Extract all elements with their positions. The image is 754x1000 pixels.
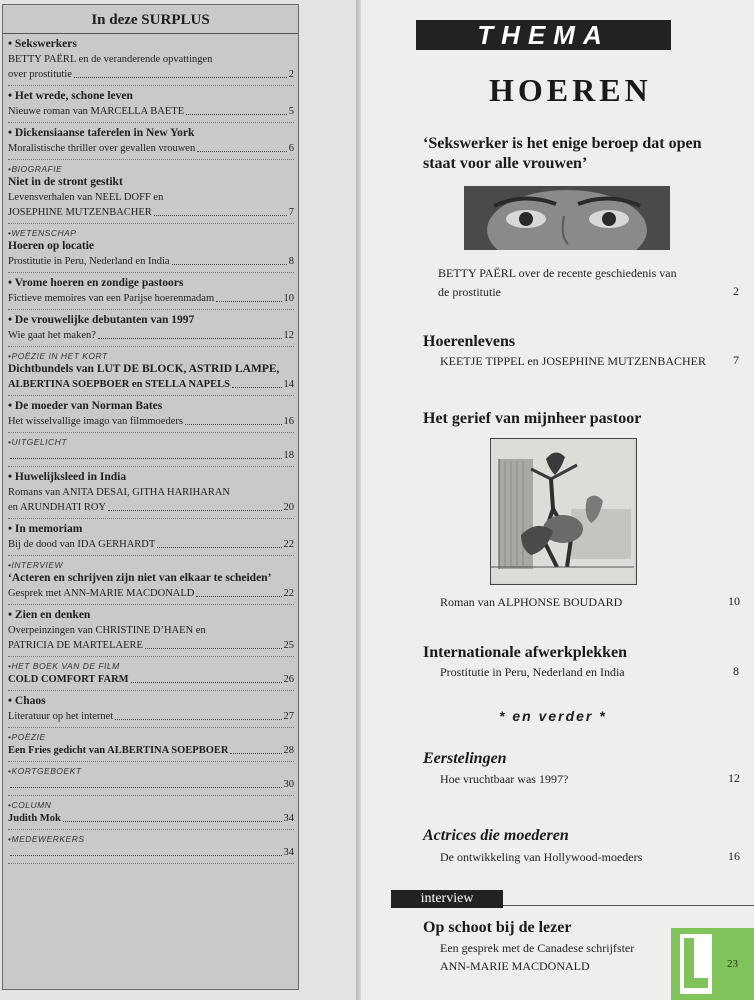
leader-dots bbox=[115, 719, 281, 720]
thema-bar: THEMA bbox=[416, 20, 671, 50]
folio-page-number: 23 bbox=[727, 958, 738, 970]
toc-title: • Vrome hoeren en zondige pastoors bbox=[8, 276, 294, 291]
toc-entry bbox=[8, 160, 294, 224]
toc-list bbox=[3, 34, 298, 864]
toc-line-text: Prostitutie in Peru, Nederland en India bbox=[8, 256, 170, 267]
leader-dots bbox=[216, 301, 281, 302]
toc-title: • Huwelijksleed in India bbox=[8, 470, 294, 485]
leader-dots bbox=[197, 151, 287, 152]
toc-category: • COLUMN bbox=[8, 800, 294, 811]
toc-line-text: Levensverhalen van NEEL DOFF en bbox=[8, 192, 164, 203]
toc-page-number: 8 bbox=[288, 256, 294, 267]
toc-line bbox=[8, 254, 294, 269]
leader-dots bbox=[232, 387, 282, 388]
toc-category: • UITGELICHT bbox=[8, 437, 294, 448]
toc-category: • BIOGRAFIE bbox=[8, 164, 294, 175]
toc-line-text: ALBERTINA SOEPBOER en STELLA NAPELS bbox=[8, 379, 230, 390]
toc-entry bbox=[8, 796, 294, 830]
toc-entry bbox=[8, 86, 294, 123]
subtitle-op-schoot-1: Een gesprek met de Canadese schrijfster bbox=[440, 941, 635, 955]
leader-dots bbox=[154, 215, 287, 216]
toc-entry bbox=[8, 657, 294, 691]
quote-line-2: staat voor alle vrouwen’ bbox=[423, 155, 588, 172]
toc-title: • In memoriam bbox=[8, 522, 294, 537]
leader-dots bbox=[74, 77, 287, 78]
toc-title: Hoeren op locatie bbox=[8, 240, 95, 252]
toc-line bbox=[8, 205, 294, 220]
heading-actrices: Actrices die moederen bbox=[423, 827, 569, 844]
page-number: 16 bbox=[728, 849, 740, 863]
toc-line bbox=[8, 485, 294, 500]
toc-line bbox=[8, 141, 294, 156]
toc-line-text: over prostitutie bbox=[8, 69, 72, 80]
toc-line bbox=[8, 586, 294, 601]
toc-line-text: Overpeinzingen van CHRISTINE D’HAEN en bbox=[8, 625, 206, 636]
toc-page-number: 22 bbox=[283, 588, 294, 599]
subtitle-hoerenlevens: KEETJE TIPPEL en JOSEPHINE MUTZENBACHER bbox=[440, 354, 706, 368]
quote-subtitle-2: de prostitutie bbox=[438, 285, 501, 299]
toc-line bbox=[8, 777, 294, 792]
interview-rule bbox=[503, 905, 754, 906]
toc-line bbox=[8, 377, 294, 392]
toc-entry bbox=[8, 830, 294, 864]
toc-line bbox=[8, 190, 294, 205]
toc-line bbox=[8, 672, 294, 687]
leader-dots bbox=[172, 264, 287, 265]
toc-line-text: Het wisselvallige imago van filmmoeders bbox=[8, 416, 183, 427]
toc-category: • POËZIE IN HET KORT bbox=[8, 351, 294, 362]
toc-line bbox=[8, 67, 294, 82]
engraving-illustration bbox=[490, 438, 637, 585]
toc-entry bbox=[8, 273, 294, 310]
toc-page-number: 16 bbox=[283, 416, 294, 427]
toc-line bbox=[8, 709, 294, 724]
toc-category: • INTERVIEW bbox=[8, 560, 294, 571]
toc-title: • Dickensiaanse taferelen in New York bbox=[8, 126, 294, 141]
interview-tag: interview bbox=[391, 890, 503, 908]
toc-line bbox=[8, 537, 294, 552]
leader-dots bbox=[10, 458, 282, 459]
toc-entry bbox=[8, 519, 294, 556]
toc-title: ‘Acteren en schrijven zijn niet van elkaar te scheiden’ bbox=[8, 572, 272, 584]
toc-title: • Zien en denken bbox=[8, 608, 294, 623]
toc-category: • HET BOEK VAN DE FILM bbox=[8, 661, 294, 672]
toc-entry bbox=[8, 34, 294, 86]
toc-title: Dichtbundels van LUT DE BLOCK, ASTRID LAMPE, bbox=[8, 363, 280, 375]
page-number: 10 bbox=[728, 594, 740, 608]
toc-line bbox=[8, 500, 294, 515]
toc-category: • POËZIE bbox=[8, 732, 294, 743]
page-number: 7 bbox=[733, 353, 739, 367]
toc-entry bbox=[8, 396, 294, 433]
leader-dots bbox=[131, 682, 282, 683]
toc-line bbox=[8, 414, 294, 429]
leader-dots bbox=[196, 596, 281, 597]
toc-page-number: 34 bbox=[283, 813, 294, 824]
toc-entry bbox=[8, 433, 294, 467]
toc-page-number: 6 bbox=[288, 143, 294, 154]
toc-line-text: Literatuur op het internet bbox=[8, 711, 114, 722]
leader-dots bbox=[157, 547, 281, 548]
toc-page-number: 2 bbox=[288, 69, 294, 80]
toc-entry bbox=[8, 728, 294, 762]
toc-page-number: 27 bbox=[283, 711, 294, 722]
toc-line bbox=[8, 291, 294, 306]
leader-dots bbox=[10, 787, 282, 788]
toc-line-text: Moralistische thriller over gevallen vrouwen bbox=[8, 143, 196, 154]
toc-line bbox=[8, 845, 294, 860]
leader-dots bbox=[63, 821, 282, 822]
toc-line-text: BETTY PAËRL en de veranderende opvattingen bbox=[8, 54, 213, 65]
toc-page-number: 18 bbox=[283, 450, 294, 461]
folio-logo-icon bbox=[680, 934, 712, 994]
toc-category: • KORTGEBOEKT bbox=[8, 766, 294, 777]
toc-title: Niet in de stront gestikt bbox=[8, 176, 123, 188]
heading-hoerenlevens: Hoerenlevens bbox=[423, 333, 516, 350]
toc-entry bbox=[8, 605, 294, 657]
subtitle-pastoor: Roman van ALPHONSE BOUDARD bbox=[440, 595, 623, 609]
toc-line-text: Romans van ANITA DESAI, GITHA HARIHARAN bbox=[8, 487, 230, 498]
toc-entry bbox=[8, 310, 294, 347]
heading-eerstelingen: Eerstelingen bbox=[423, 750, 507, 767]
toc-line-text: PATRICIA DE MARTELAERE bbox=[8, 640, 143, 651]
subtitle-eerstelingen: Hoe vruchtbaar was 1997? bbox=[440, 772, 569, 786]
toc-page-number: 12 bbox=[283, 330, 294, 341]
toc-line-text: COLD COMFORT FARM bbox=[8, 674, 129, 685]
toc-line-text: Bij de dood van IDA GERHARDT bbox=[8, 539, 156, 550]
theme-title: HOEREN bbox=[489, 72, 652, 108]
leader-dots bbox=[98, 338, 282, 339]
subtitle-actrices: De ontwikkeling van Hollywood-moeders bbox=[440, 850, 643, 864]
toc-box bbox=[2, 4, 299, 990]
right-page bbox=[361, 0, 754, 1000]
page-number: 12 bbox=[728, 771, 740, 785]
en-verder-divider: * en verder * bbox=[499, 708, 607, 724]
toc-page-number: 20 bbox=[283, 502, 294, 513]
toc-line bbox=[8, 811, 294, 826]
toc-entry bbox=[8, 762, 294, 796]
toc-entry bbox=[8, 224, 294, 273]
toc-page-number: 5 bbox=[288, 106, 294, 117]
toc-line-text: Nieuwe roman van MARCELLA BAETE bbox=[8, 106, 185, 117]
toc-line-text: Judith Mok bbox=[8, 813, 61, 824]
page-number: 2 bbox=[733, 284, 739, 298]
quote-line-1: ‘Sekswerker is het enige beroep dat open bbox=[423, 135, 702, 152]
toc-line bbox=[8, 638, 294, 653]
leader-dots bbox=[186, 114, 287, 115]
toc-page-number: 7 bbox=[288, 207, 294, 218]
toc-entry bbox=[8, 347, 294, 396]
toc-entry bbox=[8, 556, 294, 605]
toc-entry bbox=[8, 467, 294, 519]
toc-title: • De moeder van Norman Bates bbox=[8, 399, 294, 414]
toc-header: In deze SURPLUS bbox=[3, 5, 298, 34]
toc-title: • Het wrede, schone leven bbox=[8, 89, 294, 104]
quote-subtitle-1: BETTY PAËRL over de recente geschiedenis van bbox=[438, 266, 677, 280]
toc-page-number: 10 bbox=[283, 293, 294, 304]
leader-dots bbox=[185, 424, 282, 425]
toc-page-number: 25 bbox=[283, 640, 294, 651]
toc-page-number: 28 bbox=[283, 745, 294, 756]
toc-line bbox=[8, 623, 294, 638]
toc-page-number: 14 bbox=[283, 379, 294, 390]
toc-line bbox=[8, 328, 294, 343]
toc-line bbox=[8, 104, 294, 119]
toc-category: • WETENSCHAP bbox=[8, 228, 294, 239]
leader-dots bbox=[10, 855, 282, 856]
toc-page-number: 30 bbox=[283, 779, 294, 790]
toc-title: • De vrouwelijke debutanten van 1997 bbox=[8, 313, 294, 328]
leader-dots bbox=[145, 648, 282, 649]
toc-page-number: 26 bbox=[283, 674, 294, 685]
toc-category: • MEDEWERKERS bbox=[8, 834, 294, 845]
toc-line-text: Gesprek met ANN-MARIE MACDONALD bbox=[8, 588, 195, 599]
toc-entry bbox=[8, 691, 294, 728]
toc-line-text: Een Fries gedicht van ALBERTINA SOEPBOER bbox=[8, 745, 229, 756]
page-number: 8 bbox=[733, 664, 739, 678]
heading-pastoor: Het gerief van mijnheer pastoor bbox=[423, 410, 642, 427]
toc-title: • Sekswerkers bbox=[8, 37, 294, 52]
subtitle-op-schoot-2: ANN-MARIE MACDONALD bbox=[440, 959, 590, 973]
toc-line bbox=[8, 448, 294, 463]
toc-line-text: Wie gaat het maken? bbox=[8, 330, 96, 341]
portrait-photo bbox=[464, 186, 670, 250]
toc-line-text: Fictieve memoires van een Parijse hoerenmadam bbox=[8, 293, 215, 304]
toc-entry bbox=[8, 123, 294, 160]
left-page bbox=[0, 0, 356, 1000]
heading-afwerkplekken: Internationale afwerkplekken bbox=[423, 644, 627, 661]
toc-line bbox=[8, 52, 294, 67]
toc-title: • Chaos bbox=[8, 694, 294, 709]
toc-page-number: 34 bbox=[283, 847, 294, 858]
subtitle-afwerkplekken: Prostitutie in Peru, Nederland en India bbox=[440, 665, 625, 679]
toc-line-text: JOSEPHINE MUTZENBACHER bbox=[8, 207, 152, 218]
leader-dots bbox=[108, 510, 282, 511]
toc-line bbox=[8, 743, 294, 758]
toc-page-number: 22 bbox=[283, 539, 294, 550]
leader-dots bbox=[230, 753, 281, 754]
heading-op-schoot: Op schoot bij de lezer bbox=[423, 919, 572, 936]
toc-line-text: en ARUNDHATI ROY bbox=[8, 502, 106, 513]
